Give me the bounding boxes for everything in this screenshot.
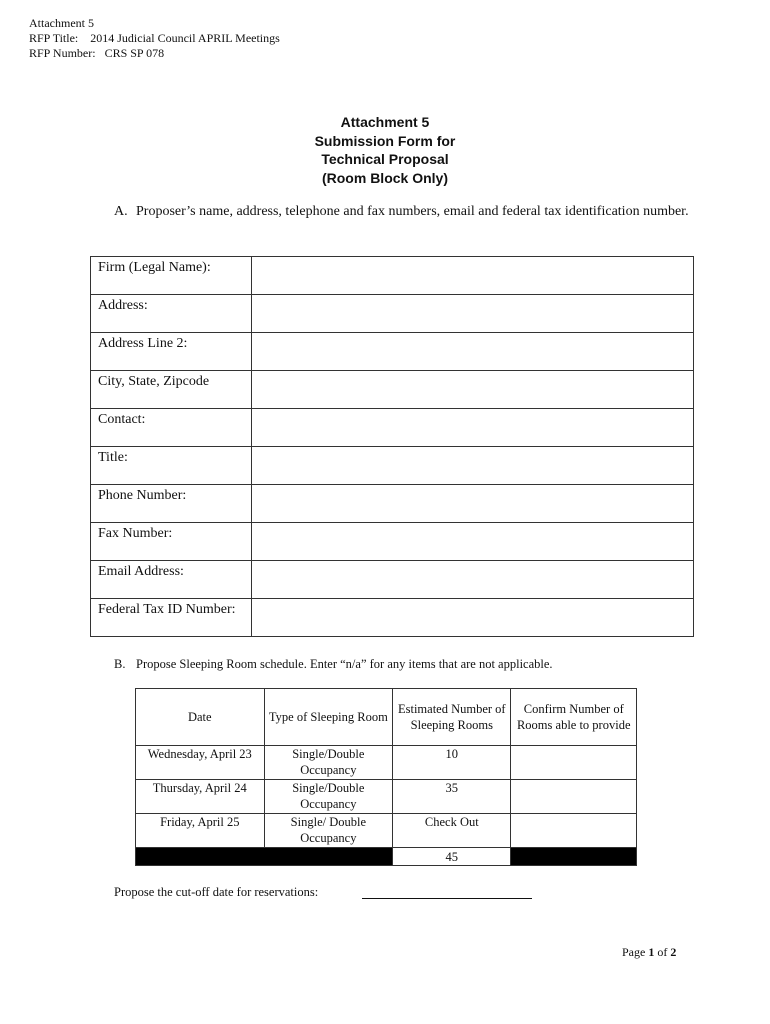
total-rooms-cell: 45	[393, 848, 511, 866]
table-header-row	[136, 689, 637, 746]
form-title	[0, 113, 770, 187]
phone-number-label: Phone Number:	[91, 485, 252, 523]
email-address-field[interactable]	[252, 561, 694, 599]
table-row	[136, 780, 637, 814]
title-line-4: (Room Block Only)	[321, 169, 448, 186]
proposer-info-table	[90, 256, 694, 637]
header-attachment: Attachment 5	[29, 16, 94, 30]
date-cell: Friday, April 25	[136, 814, 265, 848]
page-number	[622, 945, 676, 960]
estimated-rooms-column-header: Estimated Number of Sleeping Rooms	[393, 689, 511, 746]
section-b-text: Propose Sleeping Room schedule. Enter “n/a” for any items that are not applicable.	[136, 657, 553, 671]
estimated-rooms-cell: 10	[393, 746, 511, 780]
fax-number-label: Fax Number:	[91, 523, 252, 561]
table-row	[91, 447, 694, 485]
table-row	[91, 523, 694, 561]
table-row	[136, 746, 637, 780]
firm-name-field[interactable]	[252, 257, 694, 295]
room-type-cell: Single/Double Occupancy	[264, 780, 393, 814]
section-a-letter: A.	[114, 204, 128, 219]
section-b-letter: B.	[114, 657, 126, 671]
confirm-rooms-column-header: Confirm Number of Rooms able to provide	[511, 689, 637, 746]
room-type-cell: Single/Double Occupancy	[264, 746, 393, 780]
table-row	[91, 485, 694, 523]
table-row	[91, 333, 694, 371]
email-address-label: Email Address:	[91, 561, 252, 599]
firm-name-label: Firm (Legal Name):	[91, 257, 252, 295]
shaded-cell	[136, 848, 393, 866]
title-line-2: Submission Form for	[314, 132, 456, 149]
phone-number-field[interactable]	[252, 485, 694, 523]
date-column-header: Date	[136, 689, 265, 746]
confirm-rooms-field[interactable]	[511, 780, 637, 814]
page-current: 1	[648, 945, 655, 959]
title-line-1: Attachment 5	[340, 114, 430, 130]
table-row	[91, 561, 694, 599]
cutoff-date-field[interactable]	[362, 898, 532, 899]
title-field[interactable]	[252, 447, 694, 485]
fax-number-field[interactable]	[252, 523, 694, 561]
sleeping-room-table	[135, 688, 637, 866]
header-rfp-number: RFP Number: CRS SP 078	[29, 46, 165, 60]
table-row	[91, 257, 694, 295]
confirm-rooms-field[interactable]	[511, 814, 637, 848]
table-row	[91, 409, 694, 447]
city-state-zip-label: City, State, Zipcode	[91, 371, 252, 409]
estimated-rooms-cell: Check Out	[393, 814, 511, 848]
document-header	[29, 16, 280, 61]
section-a-text: Proposer’s name, address, telephone and fax numbers, email and federal tax identification number.	[136, 204, 689, 219]
date-cell: Thursday, April 24	[136, 780, 265, 814]
table-row	[91, 295, 694, 333]
page-prefix: Page	[622, 945, 649, 959]
confirm-rooms-field[interactable]	[511, 746, 637, 780]
address-line-2-field[interactable]	[252, 333, 694, 371]
address-field[interactable]	[252, 295, 694, 333]
table-row	[91, 371, 694, 409]
contact-label: Contact:	[91, 409, 252, 447]
estimated-rooms-cell: 35	[393, 780, 511, 814]
contact-field[interactable]	[252, 409, 694, 447]
shaded-cell	[511, 848, 637, 866]
title-label: Title:	[91, 447, 252, 485]
address-line-2-label: Address Line 2:	[91, 333, 252, 371]
header-rfp-title: RFP Title: 2014 Judicial Council APRIL Meetings	[29, 31, 280, 45]
address-label: Address:	[91, 295, 252, 333]
page-mid: of	[654, 945, 671, 959]
federal-tax-id-label: Federal Tax ID Number:	[91, 599, 252, 637]
room-type-cell: Single/ Double Occupancy	[264, 814, 393, 848]
page-total: 2	[670, 945, 677, 959]
cutoff-date-label: Propose the cut-off date for reservations:	[114, 885, 319, 899]
title-line-3: Technical Proposal	[321, 151, 449, 167]
table-row	[91, 599, 694, 637]
table-row	[136, 814, 637, 848]
city-state-zip-field[interactable]	[252, 371, 694, 409]
room-type-column-header: Type of Sleeping Room	[264, 689, 393, 746]
total-row	[136, 848, 637, 866]
date-cell: Wednesday, April 23	[136, 746, 265, 780]
federal-tax-id-field[interactable]	[252, 599, 694, 637]
